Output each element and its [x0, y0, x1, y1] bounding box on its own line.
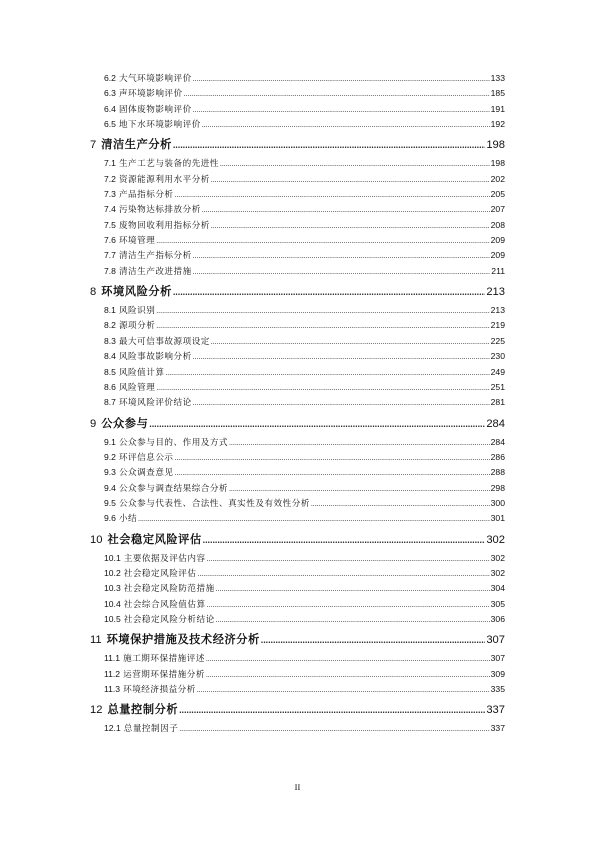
toc-entry-title: 环评信息公示 [118, 451, 174, 462]
toc-entry-title: 公众调查意见 [118, 467, 174, 478]
toc-entry-page-number: 230 [490, 351, 505, 362]
table-of-contents [90, 72, 505, 738]
toc-section-entry[interactable] [90, 466, 505, 481]
toc-entry-number: 10 [90, 533, 103, 546]
toc-entry-number: 8 [90, 286, 97, 299]
toc-entry-title: 生产工艺与装备的先进性 [118, 158, 219, 169]
toc-dot-leader [203, 534, 486, 546]
toc-dot-leader [138, 513, 490, 523]
toc-entry-number: 9 [90, 417, 97, 430]
toc-section-entry[interactable] [90, 173, 505, 188]
toc-dot-leader [193, 266, 491, 276]
toc-entry-number: 9.4 [104, 482, 116, 493]
toc-dot-leader [261, 634, 485, 646]
toc-section-entry[interactable] [90, 613, 505, 628]
toc-dot-leader [211, 220, 490, 230]
toc-entry-number: 11.3 [104, 684, 121, 694]
toc-chapter-entry[interactable] [90, 415, 505, 431]
page-footer-number: II [294, 782, 301, 792]
toc-dot-leader [175, 467, 490, 477]
toc-section-entry[interactable] [90, 234, 505, 249]
toc-dot-leader [179, 704, 485, 716]
toc-dot-leader [175, 452, 490, 462]
toc-entry-number: 6.3 [104, 88, 116, 99]
toc-entry-page-number: 302 [486, 533, 505, 546]
toc-entry-page-number: 298 [490, 482, 505, 493]
toc-entry-title: 源项分析 [118, 320, 156, 331]
toc-entry-page-number: 207 [490, 204, 505, 215]
toc-entry-page-number: 286 [490, 451, 505, 462]
toc-entry-title: 风险事故影响分析 [118, 351, 192, 362]
toc-dot-leader [198, 568, 490, 578]
toc-entry-title: 总量控制因子 [123, 723, 179, 734]
toc-entry-page-number: 249 [490, 366, 505, 377]
toc-entry-number: 6.2 [104, 73, 116, 83]
toc-entry-title: 社会稳定风险防范措施 [123, 583, 215, 594]
toc-section-entry[interactable] [90, 219, 505, 234]
toc-entry-page-number: 202 [490, 173, 505, 184]
toc-dot-leader [156, 382, 489, 392]
toc-entry-title: 声环境影响评价 [118, 88, 183, 99]
toc-entry-title: 环境经济损益分析 [123, 684, 196, 694]
toc-entry-page-number: 211 [491, 265, 505, 276]
toc-entry-page-number: 198 [490, 158, 505, 169]
toc-section-entry[interactable] [90, 722, 505, 737]
toc-section-entry[interactable] [90, 366, 505, 381]
toc-section-entry[interactable] [90, 668, 505, 683]
toc-entry-title: 社会稳定风险评估 [123, 567, 197, 578]
toc-dot-leader [193, 351, 490, 361]
toc-entry-number: 8.4 [104, 351, 116, 362]
toc-entry-number: 10.5 [104, 613, 121, 624]
toc-dot-leader [207, 553, 490, 563]
toc-entry-number: 12.1 [104, 723, 121, 734]
toc-section-entry[interactable] [90, 598, 505, 613]
toc-entry-page-number: 208 [490, 219, 505, 230]
toc-entry-page-number: 284 [486, 417, 505, 430]
toc-chapter-entry[interactable] [90, 136, 505, 152]
toc-entry-page-number: 302 [490, 552, 505, 563]
toc-section-entry[interactable] [90, 451, 505, 466]
toc-entry-title: 公众参与代表性、合法性、真实性及有效性分析 [118, 497, 310, 508]
toc-entry-page-number: 225 [490, 335, 505, 346]
toc-entry-title: 风险识别 [118, 305, 156, 316]
toc-entry-page-number: 304 [490, 583, 505, 594]
toc-chapter-entry[interactable] [90, 631, 505, 647]
toc-entry-page-number: 133 [490, 73, 505, 83]
toc-entry-title: 污染物达标排放分析 [118, 204, 201, 215]
toc-section-entry[interactable] [90, 512, 505, 527]
toc-section-entry[interactable] [90, 652, 505, 667]
toc-entry-page-number: 192 [490, 119, 505, 130]
toc-chapter-entry[interactable] [90, 531, 505, 547]
toc-dot-leader [193, 73, 490, 83]
toc-dot-leader [220, 158, 490, 168]
toc-entry-page-number: 337 [490, 723, 505, 734]
toc-chapter-entry[interactable] [90, 283, 505, 299]
toc-entry-number: 9.6 [104, 513, 116, 524]
toc-entry-page-number: 251 [490, 381, 505, 392]
toc-entry-number: 8.7 [104, 397, 116, 408]
toc-entry-page-number: 306 [490, 613, 505, 624]
toc-dot-leader [311, 498, 490, 508]
toc-dot-leader [193, 250, 490, 260]
toc-dot-leader [211, 174, 490, 184]
toc-entry-number: 10.2 [104, 567, 121, 578]
toc-dot-leader [173, 286, 485, 298]
toc-entry-page-number: 307 [486, 634, 505, 647]
toc-dot-leader [206, 653, 490, 663]
toc-dot-leader [206, 669, 490, 679]
toc-section-entry[interactable] [90, 103, 505, 118]
toc-entry-number: 9.5 [104, 497, 116, 508]
toc-entry-title: 环境保护措施及技术经济分析 [106, 634, 260, 647]
toc-entry-number: 7.6 [104, 235, 116, 246]
toc-dot-leader [211, 336, 490, 346]
toc-entry-title: 清洁生产指标分析 [118, 250, 192, 261]
toc-dot-leader [184, 88, 490, 98]
toc-section-entry[interactable] [90, 304, 505, 319]
toc-dot-leader [175, 189, 490, 199]
toc-dot-leader [216, 583, 490, 593]
toc-section-entry[interactable] [90, 118, 505, 133]
toc-entry-page-number: 309 [490, 668, 505, 679]
toc-entry-title: 公众参与 [101, 417, 149, 430]
toc-section-entry[interactable] [90, 396, 505, 411]
toc-entry-title: 运营期环保措施分析 [123, 668, 205, 679]
toc-entry-title: 地下水环境影响评价 [118, 119, 201, 130]
toc-entry-title: 环境风险评价结论 [118, 397, 192, 408]
toc-entry-page-number: 307 [490, 653, 505, 664]
toc-entry-title: 废物回收利用指标分析 [118, 219, 210, 230]
toc-section-entry[interactable] [90, 335, 505, 350]
toc-section-entry[interactable] [90, 436, 505, 451]
toc-section-entry[interactable] [90, 582, 505, 597]
toc-section-entry[interactable] [90, 203, 505, 218]
toc-entry-number: 11 [90, 634, 102, 647]
toc-entry-number: 9.3 [104, 467, 116, 478]
toc-entry-number: 7.2 [104, 173, 116, 184]
toc-entry-page-number: 213 [490, 305, 505, 316]
toc-entry-number: 7.4 [104, 204, 116, 215]
toc-entry-number: 9.2 [104, 451, 116, 462]
toc-section-entry[interactable] [90, 72, 505, 87]
toc-entry-number: 7 [90, 139, 97, 152]
toc-entry-number: 7.1 [104, 158, 116, 169]
toc-dot-leader [156, 235, 489, 245]
toc-section-entry[interactable] [90, 497, 505, 512]
toc-entry-title: 施工期环保措施评述 [123, 653, 205, 664]
toc-entry-title: 总量控制分析 [107, 704, 179, 717]
toc-entry-number: 12 [90, 704, 103, 717]
toc-entry-number: 10.4 [104, 598, 121, 609]
toc-entry-title: 主要依据及评估内容 [123, 552, 206, 563]
toc-entry-title: 小结 [118, 513, 138, 524]
toc-entry-page-number: 213 [486, 286, 505, 299]
toc-entry-number: 10.3 [104, 583, 121, 594]
toc-dot-leader [193, 104, 490, 114]
toc-entry-number: 8.5 [104, 366, 116, 377]
toc-entry-title: 清洁生产分析 [101, 139, 172, 152]
toc-section-entry[interactable] [90, 265, 505, 280]
toc-entry-title: 社会稳定风险分析结论 [123, 613, 215, 624]
toc-chapter-entry[interactable] [90, 701, 505, 717]
toc-entry-page-number: 209 [490, 235, 505, 246]
toc-entry-number: 7.3 [104, 189, 116, 200]
toc-entry-title: 产品指标分析 [118, 189, 174, 200]
toc-entry-number: 8.6 [104, 381, 116, 392]
toc-section-entry[interactable] [90, 552, 505, 567]
toc-entry-page-number: 284 [490, 436, 505, 447]
toc-entry-page-number: 198 [486, 139, 505, 152]
toc-section-entry[interactable] [90, 157, 505, 172]
toc-entry-page-number: 219 [490, 320, 505, 331]
toc-entry-page-number: 302 [490, 567, 505, 578]
toc-entry-title: 最大可信事故源项设定 [118, 335, 210, 346]
toc-entry-page-number: 185 [490, 88, 505, 99]
toc-dot-leader [216, 614, 490, 624]
toc-entry-page-number: 288 [490, 467, 505, 478]
toc-entry-title: 社会综合风险值估算 [123, 598, 206, 609]
toc-entry-page-number: 337 [486, 704, 505, 717]
toc-dot-leader [229, 483, 490, 493]
toc-entry-number: 7.7 [104, 250, 116, 261]
toc-entry-title: 环境管理 [118, 235, 156, 246]
toc-section-entry[interactable] [90, 567, 505, 582]
toc-entry-page-number: 305 [490, 598, 505, 609]
toc-entry-title: 社会稳定风险评估 [107, 533, 202, 546]
toc-entry-title: 公众参与目的、作用及方式 [118, 436, 229, 447]
toc-entry-page-number: 281 [490, 397, 505, 408]
toc-section-entry[interactable] [90, 350, 505, 365]
toc-entry-number: 10.1 [104, 552, 121, 563]
toc-entry-title: 风险值计算 [118, 366, 165, 377]
toc-section-entry[interactable] [90, 249, 505, 264]
toc-dot-leader [193, 397, 490, 407]
toc-entry-title: 大气环境影响评价 [118, 73, 192, 83]
toc-section-entry[interactable] [90, 482, 505, 497]
toc-dot-leader [229, 437, 490, 447]
toc-entry-page-number: 191 [490, 103, 505, 114]
toc-entry-number: 8.1 [104, 305, 116, 316]
toc-section-entry[interactable] [90, 683, 505, 698]
toc-section-entry[interactable] [90, 87, 505, 102]
toc-dot-leader [156, 320, 489, 330]
toc-entry-title: 环境风险分析 [101, 286, 172, 299]
toc-dot-leader [202, 204, 490, 214]
toc-entry-page-number: 209 [490, 250, 505, 261]
toc-entry-title: 资源能源利用水平分析 [118, 173, 210, 184]
toc-dot-leader [165, 367, 489, 377]
toc-entry-number: 11.2 [104, 668, 121, 679]
toc-entry-number: 6.4 [104, 103, 116, 114]
toc-entry-title: 清洁生产改进措施 [118, 265, 192, 276]
toc-dot-leader [149, 418, 485, 430]
toc-entry-title: 风险管理 [118, 381, 156, 392]
toc-entry-number: 9.1 [104, 436, 116, 447]
toc-entry-page-number: 300 [490, 497, 505, 508]
toc-entry-page-number: 335 [490, 684, 505, 694]
toc-entry-number: 6.5 [104, 119, 116, 130]
toc-entry-number: 8.2 [104, 320, 116, 331]
toc-entry-page-number: 205 [490, 189, 505, 200]
toc-section-entry[interactable] [90, 381, 505, 396]
toc-section-entry[interactable] [90, 319, 505, 334]
toc-entry-number: 11.1 [104, 653, 121, 664]
toc-dot-leader [173, 139, 485, 151]
toc-entry-title: 公众参与调查结果综合分析 [118, 482, 229, 493]
toc-entry-number: 8.3 [104, 335, 116, 346]
toc-dot-leader [156, 305, 489, 315]
toc-entry-title: 固体废物影响评价 [118, 103, 192, 114]
toc-section-entry[interactable] [90, 188, 505, 203]
toc-entry-page-number: 301 [490, 513, 505, 524]
toc-dot-leader [179, 723, 489, 733]
toc-dot-leader [207, 599, 490, 609]
toc-entry-number: 7.8 [104, 265, 116, 276]
toc-dot-leader [197, 684, 490, 694]
toc-dot-leader [202, 119, 490, 129]
toc-entry-number: 7.5 [104, 219, 116, 230]
